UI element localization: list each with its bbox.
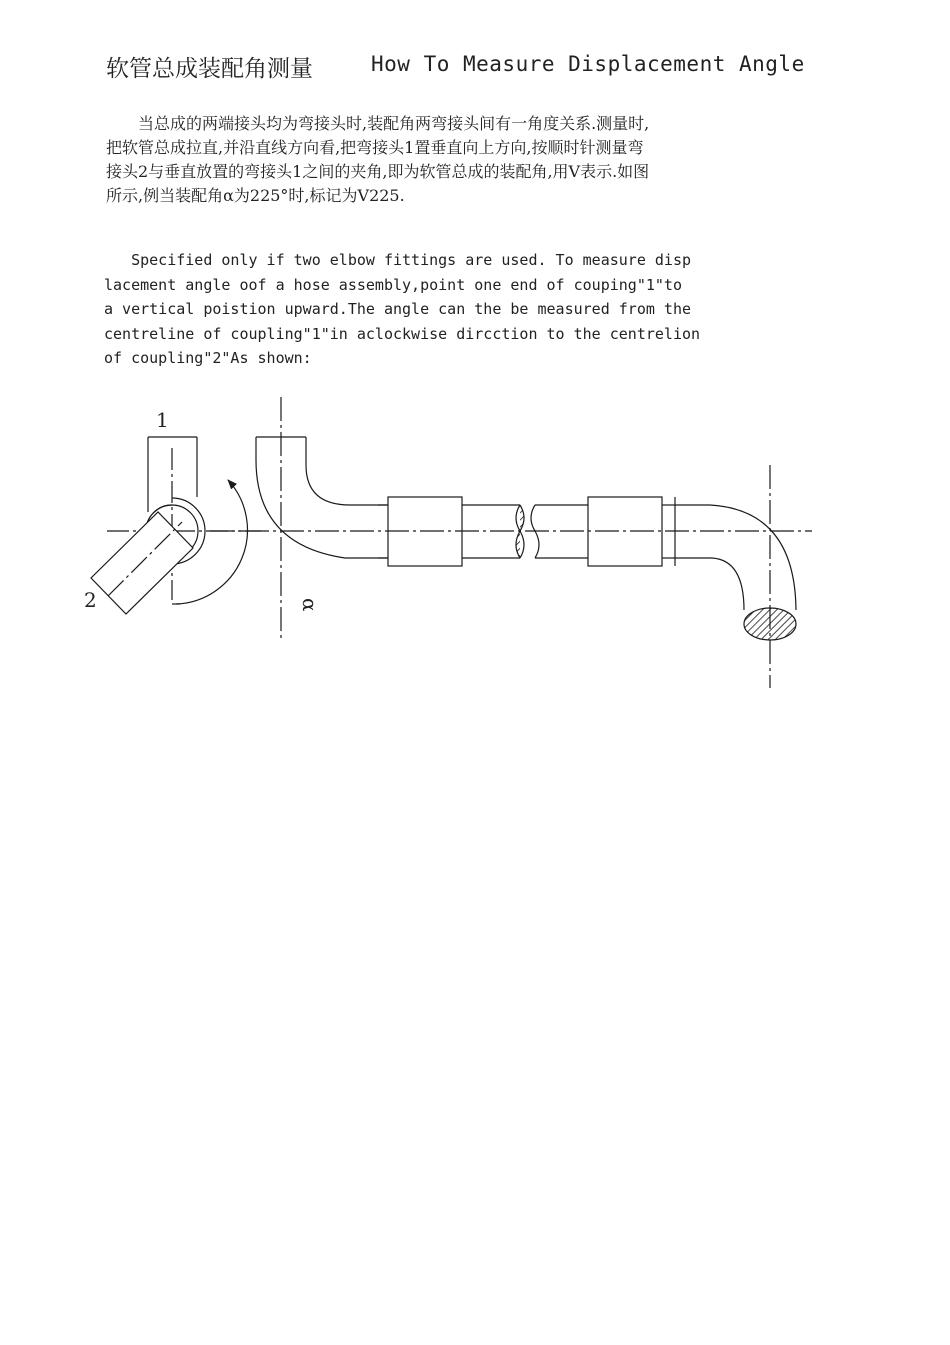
title-english: How To Measure Displacement Angle	[371, 52, 805, 76]
label-coupling-1: 1	[156, 408, 169, 432]
title-chinese: 软管总成装配角测量	[106, 56, 313, 82]
right-elbow	[675, 465, 796, 688]
text-line: 把软管总成拉直,并沿直线方向看,把弯接头1置垂直向上方向,按顺时针测量弯	[106, 138, 644, 157]
text-line: centreline of coupling"1"in aclockwise dircction to the centrelion	[104, 324, 701, 343]
hose-assembly-diagram	[0, 380, 950, 700]
label-coupling-2: 2	[84, 588, 97, 612]
text-line: a vertical poistion upward.The angle can the be measured from the	[104, 300, 691, 318]
text-line: 当总成的两端接头均为弯接头时,装配角两弯接头间有一角度关系.测量时,	[106, 114, 650, 133]
text-line: 接头2与垂直放置的弯接头1之间的夹角,即为软管总成的装配角,用V表示.如图	[106, 162, 650, 181]
left-elbow	[256, 437, 388, 558]
text-line: lacement angle oof a hose assembly,point one end of couping"1"to	[104, 275, 682, 294]
english-paragraph	[104, 248, 804, 371]
chinese-paragraph	[106, 112, 786, 208]
text-line: 所示,例当装配角α为225°时,标记为V225.	[106, 186, 405, 205]
diagram-svg	[0, 380, 950, 700]
label-angle-alpha: α	[298, 598, 322, 612]
page-title	[106, 50, 906, 84]
text-line: Specified only if two elbow fittings are used. To measure disp	[104, 251, 691, 269]
text-line: of coupling"2"As shown:	[104, 349, 312, 367]
coupling-2-end-view	[91, 512, 193, 614]
